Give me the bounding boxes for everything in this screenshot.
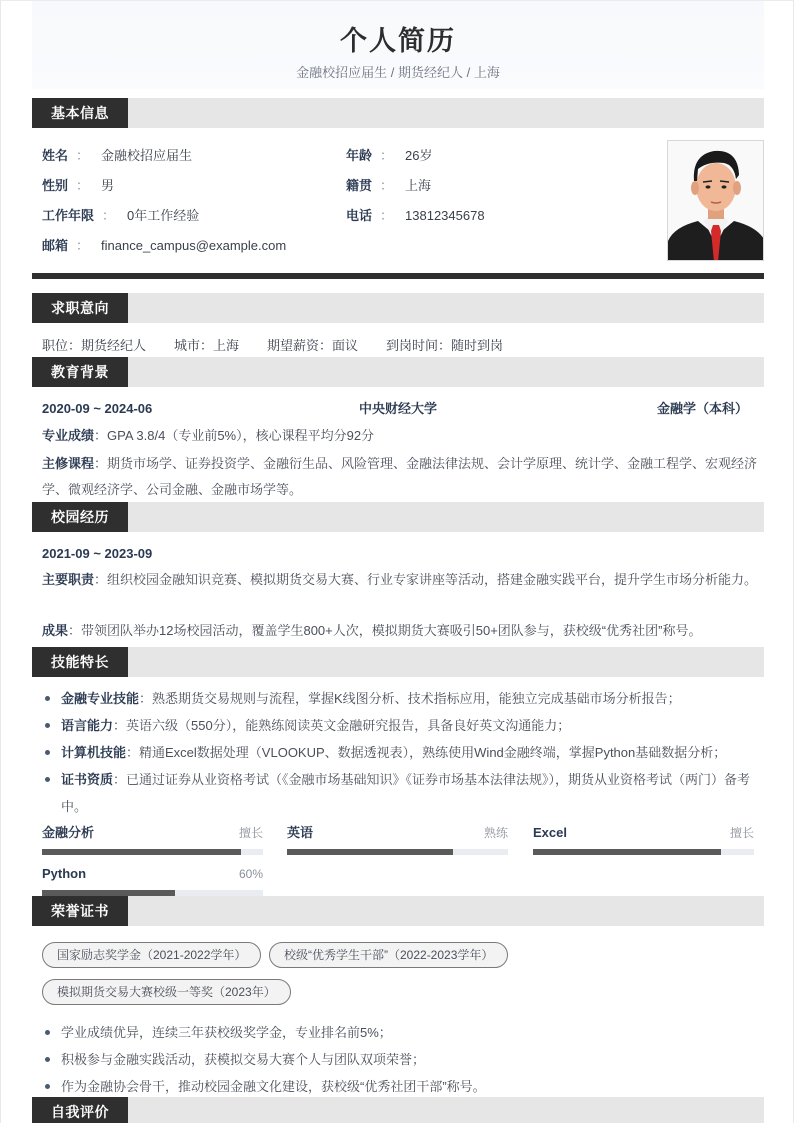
skill-bar-level: 擅长 — [729, 826, 754, 840]
section-title: 自我评价 — [32, 1097, 128, 1123]
list-item — [42, 739, 758, 766]
education-score — [42, 423, 758, 449]
skill-label: 语言能力 — [61, 718, 114, 733]
skill-bar-name: 金融分析 — [42, 825, 95, 840]
courses-text: ：期货市场学、证券投资学、金融衍生品、风险管理、金融法律法规、会计学原理、统计学、金融工程学、宏观经济学、微观经济学、公司金融、金融市场学等。 — [42, 456, 758, 497]
score-label: 专业成绩 — [42, 428, 95, 443]
duty-text: ：组织校园金融知识竞赛、模拟期货交易大赛、行业专家讲座等活动，搭建金融实践平台，提升学生市场分析能力。 — [94, 572, 758, 587]
section-header-honors — [32, 896, 764, 926]
education-school: 中央财经大学 — [358, 401, 437, 416]
resume-page — [32, 1, 764, 1120]
section-header-intent — [32, 293, 764, 323]
campus-period-row — [42, 545, 754, 563]
page-subtitle: 金融校招应届生 / 期货经纪人 / 上海 — [296, 65, 500, 80]
info-label: 年龄 — [346, 148, 373, 163]
info-label: 姓名 — [42, 148, 69, 163]
info-colon: ： — [380, 208, 394, 223]
info-label: 邮箱 — [42, 238, 69, 253]
list-item: 积极参与金融实践活动，获模拟交易大赛个人与团队双项荣誉； — [42, 1046, 758, 1073]
page-title: 个人简历 — [340, 26, 456, 56]
section-title: 荣誉证书 — [32, 896, 128, 926]
honors-list — [42, 1019, 758, 1100]
skill-bar-name: 英语 — [287, 825, 314, 840]
section-header-self-eval — [32, 1097, 764, 1123]
education-row — [42, 400, 754, 418]
info-colon: ： — [102, 208, 116, 223]
intent-position: 职位：期货经纪人 — [42, 338, 147, 353]
info-age — [346, 147, 433, 165]
honor-pill: 模拟期货交易大赛校级一等奖（2023年） — [42, 979, 291, 1005]
section-header-basic — [32, 98, 764, 128]
skill-bar-fill — [287, 849, 453, 855]
info-value: 13812345678 — [405, 208, 485, 223]
list-item — [42, 766, 758, 820]
info-email — [42, 237, 286, 255]
job-intent — [42, 337, 531, 355]
section-title: 校园经历 — [32, 502, 128, 532]
info-colon: ： — [380, 178, 394, 193]
info-label: 电话 — [346, 208, 373, 223]
score-text: ：GPA 3.8/4（专业前5%），核心课程平均分92分 — [94, 428, 375, 443]
info-value: 上海 — [405, 178, 432, 193]
intent-city: 城市：上海 — [174, 338, 240, 353]
skill-text: ：熟悉期货交易规则与流程，掌握K线图分析、技术指标应用，能独立完成基础市场分析报告； — [139, 691, 681, 706]
skill-bar-name: Excel — [533, 825, 567, 840]
info-value: 男 — [101, 178, 115, 193]
result-label: 成果 — [42, 623, 69, 638]
divider — [32, 273, 764, 279]
honor-pill: 国家励志奖学金（2021-2022学年） — [42, 942, 261, 968]
list-item: 学业成绩优异，连续三年获校级奖学金，专业排名前5%； — [42, 1019, 758, 1046]
education-courses — [42, 451, 758, 503]
section-title: 求职意向 — [32, 293, 128, 323]
info-hometown — [346, 177, 431, 195]
info-name — [42, 147, 192, 165]
skill-text: ：精通Excel数据处理（VLOOKUP、数据透视表），熟练使用Wind金融终端，掌握Python基础数据分析； — [126, 745, 727, 760]
education-period: 2020-09 ~ 2024-06 — [42, 401, 153, 416]
education-major: 金融学（本科） — [656, 401, 748, 416]
info-value: 0年工作经验 — [127, 208, 200, 223]
skill-bar-name: Python — [42, 866, 87, 881]
skill-bar-track — [533, 849, 754, 855]
info-years — [42, 207, 199, 225]
skill-bar-finance — [42, 824, 263, 842]
list-item — [42, 685, 758, 712]
campus-period: 2021-09 ~ 2023-09 — [42, 546, 153, 561]
result-text: ：带领团队举办12场校园活动，覆盖学生800+人次，模拟期货大赛吸引50+团队参与，获校级“优秀社团”称号。 — [68, 623, 702, 638]
info-value: 金融校招应届生 — [101, 148, 193, 163]
duty-label: 主要职责 — [42, 572, 95, 587]
info-label: 籍贯 — [346, 178, 373, 193]
campus-duty — [42, 567, 758, 593]
info-colon: ： — [76, 148, 90, 163]
avatar — [667, 140, 764, 261]
info-label: 工作年限 — [42, 208, 95, 223]
skill-bar-level: 60% — [238, 867, 263, 881]
info-value: 26岁 — [405, 148, 433, 163]
intent-salary: 期望薪资：面议 — [267, 338, 359, 353]
intent-arrival: 到岗时间：随时到岗 — [386, 338, 504, 353]
skill-bar-python — [42, 865, 263, 883]
courses-label: 主修课程 — [42, 456, 95, 471]
info-gender — [42, 177, 114, 195]
skill-bar-track — [287, 849, 508, 855]
skill-label: 金融专业技能 — [61, 691, 140, 706]
skills-list — [42, 685, 758, 820]
skill-label: 证书资质 — [61, 772, 114, 787]
campus-result — [42, 618, 758, 644]
list-item — [42, 712, 758, 739]
skill-text: ：已通过证券从业资格考试（《金融市场基础知识》《证券市场基本法律法规》），期货从业资格考试（两门）备考中。 — [61, 772, 751, 814]
section-title: 基本信息 — [32, 98, 128, 128]
info-phone — [346, 207, 485, 225]
info-colon: ： — [380, 148, 394, 163]
section-header-education — [32, 357, 764, 387]
resume-header — [32, 1, 764, 89]
skill-bar-english — [287, 824, 508, 842]
info-label: 性别 — [42, 178, 69, 193]
section-header-skills — [32, 647, 764, 677]
skill-bar-excel — [533, 824, 754, 842]
section-title: 教育背景 — [32, 357, 128, 387]
section-title: 技能特长 — [32, 647, 128, 677]
section-header-campus — [32, 502, 764, 532]
skill-bar-level: 熟练 — [483, 826, 508, 840]
skill-bar-fill — [533, 849, 721, 855]
info-colon: ： — [76, 178, 90, 193]
skill-label: 计算机技能 — [61, 745, 127, 760]
skill-bar-track — [42, 849, 263, 855]
honor-pill: 校级“优秀学生干部”（2022-2023学年） — [269, 942, 508, 968]
info-colon: ： — [76, 238, 90, 253]
avatar-photo-icon — [668, 141, 764, 261]
info-value[interactable]: finance_campus@example.com — [101, 238, 287, 253]
skill-bar-level: 擅长 — [238, 826, 263, 840]
skill-text: ：英语六级（550分），能熟练阅读英文金融研究报告，具备良好英文沟通能力； — [113, 718, 571, 733]
skill-bar-fill — [42, 849, 241, 855]
list-item: 作为金融协会骨干，推动校园金融文化建设，获校级“优秀社团干部”称号。 — [42, 1073, 758, 1100]
